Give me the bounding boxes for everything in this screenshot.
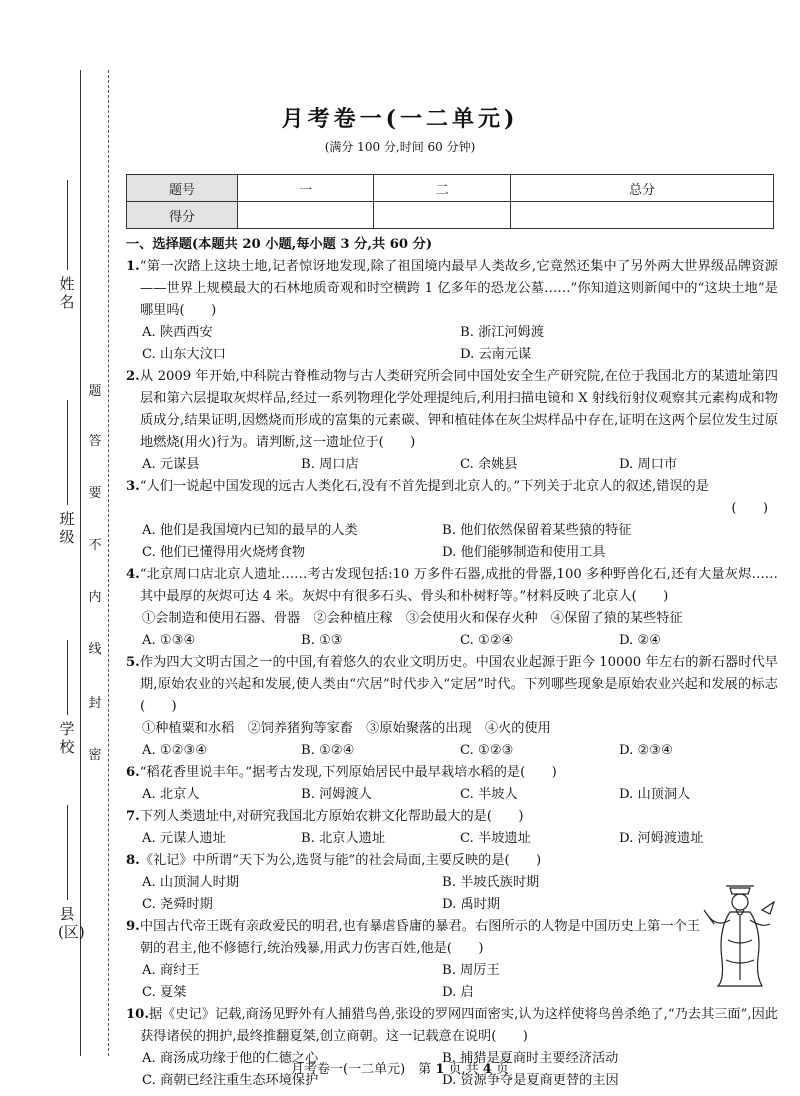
option[interactable]: B. 浙江河姆渡: [460, 325, 545, 340]
score-table-col: 一: [238, 175, 374, 202]
seal-char: 要: [88, 486, 102, 501]
option[interactable]: A. 商汤成功缘于他的仁德之心: [142, 1051, 319, 1066]
footer-text: 月考卷一(一二单元) 第: [291, 1062, 436, 1077]
page-footer: [0, 1058, 800, 1077]
seal-char: 不: [88, 538, 102, 553]
option[interactable]: C. 半坡人: [460, 787, 518, 802]
question-4: [126, 564, 778, 608]
question-text: 作为四大文明古国之一的中国,有着悠久的农业文明历史。中国农业起源于距今 10000 年左右的新石器时代早期,原始农业的兴起和发展,使人类由“穴居”时代步入“定居”时代。下列哪些现象是原始农业兴起和发展的标志( ): [139, 655, 778, 714]
question-number: 1.: [126, 259, 140, 274]
seal-char: 密: [88, 748, 102, 763]
option[interactable]: A. 元谋人遗址: [142, 831, 226, 846]
score-table-col: 二: [374, 175, 510, 202]
seal-char: 线: [88, 642, 102, 657]
question-text: “人们一说起中国发现的远古人类化石,没有不首先提到北京人的。”下列关于北京人的叙述,错误的是: [139, 479, 709, 494]
seal-char: 答: [88, 434, 102, 449]
option[interactable]: C. 夏桀: [142, 985, 187, 1000]
question-number: 7.: [126, 809, 140, 824]
seal-char: 题: [88, 384, 102, 399]
seal-char: 封: [88, 696, 102, 711]
option[interactable]: C. 余姚县: [460, 457, 518, 472]
option[interactable]: D. 云南元谋: [460, 347, 532, 362]
option[interactable]: A. 商纣王: [142, 963, 200, 978]
option[interactable]: B. 北京人遗址: [301, 831, 386, 846]
options: [126, 454, 778, 476]
option[interactable]: D. ②④: [619, 633, 662, 648]
binding-margin: [0, 0, 112, 1096]
question-text: 从 2009 年开始,中科院古脊椎动物与古人类研究所会同中国处安全生产研究院,在位于我国北方的某遗址第四层和第六层提取灰烬样品,经过一系列物理化学处理提纯后,利用扫描电镜和 X 射线衍射仪观察其元素构成和物质成分,结果证明,因燃烧而形成的富集的元素碳、钾和植硅体在灰尘烬样品中存在,证明在这两个层位发生过原地燃烧(用火)行为。请判断,这一遗址位于( ): [139, 369, 778, 450]
options: [126, 894, 778, 916]
options: [126, 872, 778, 894]
score-cell[interactable]: [238, 202, 374, 229]
options: [126, 542, 778, 564]
option[interactable]: C. 山东大汶口: [142, 347, 226, 362]
page-title: 月考卷一(一二单元): [281, 106, 519, 132]
class-label: 班级: [59, 510, 75, 546]
question-number: 6.: [126, 765, 140, 780]
option[interactable]: D. ②③④: [619, 743, 673, 758]
question-number: 5.: [126, 655, 140, 670]
binding-line: [80, 70, 81, 1056]
options: [126, 322, 778, 344]
score-cell[interactable]: [374, 202, 510, 229]
question-5: [126, 652, 778, 718]
option[interactable]: A. 北京人: [142, 787, 200, 802]
school-blank[interactable]: [67, 640, 68, 715]
footer-mid: 页,共: [444, 1062, 483, 1077]
score-table-col: 总分: [510, 175, 773, 202]
option[interactable]: B. 周口店: [301, 457, 359, 472]
option[interactable]: D. 河姆渡遗址: [619, 831, 704, 846]
question-text: “第一次踏上这块土地,记者惊讶地发现,除了祖国境内最早人类故乡,它竟然还集中了另外两大世界级品牌资源——世界上规模最大的石林地质奇观和时空横跨 1 亿多年的恐龙公墓……”你知道这则新闻中的“这块土地”是哪里吗( ): [139, 259, 778, 318]
school-label: 学校: [59, 720, 75, 756]
name-label: 姓名: [59, 275, 75, 311]
question-number: 8.: [126, 853, 140, 868]
option[interactable]: A. 陕西西安: [142, 325, 213, 340]
question-text: 据《史记》记载,商汤见野外有人捕猎鸟兽,张设的罗网四面密实,认为这样使将鸟兽杀绝了,“乃去其三面”,因此获得诸侯的拥护,最终推翻夏桀,创立商朝。这一记载意在说明( ): [140, 1007, 778, 1044]
section-heading: 一、选择题(本题共 20 小题,每小题 3 分,共 60 分): [126, 237, 433, 252]
score-cell[interactable]: [510, 202, 773, 229]
footer-end: 页: [491, 1062, 509, 1077]
option[interactable]: C. ①②③: [460, 743, 514, 758]
option[interactable]: C. 尧舜时期: [142, 897, 213, 912]
statements: ①会制造和使用石器、骨器 ②会种植庄稼 ③会使用火和保存火种 ④保留了猿的某些特征: [142, 611, 683, 626]
option[interactable]: B. 河姆渡人: [301, 787, 372, 802]
question-number: 2.: [126, 369, 140, 384]
options: [126, 520, 778, 542]
question-text: 《礼记》中所谓“天下为公,选贤与能”的社会局面,主要反映的是( ): [139, 853, 542, 868]
name-blank[interactable]: [67, 180, 68, 270]
option[interactable]: D. 禹时期: [442, 897, 501, 912]
option[interactable]: B. ①③: [301, 633, 343, 648]
question-3: [126, 476, 778, 498]
options: [126, 630, 778, 652]
option[interactable]: C. 他们已懂得用火烧烤食物: [142, 545, 306, 560]
option[interactable]: D. 周口市: [619, 457, 678, 472]
question-text: “北京周口店北京人遗址……考古发现包括:10 万多件石器,成批的骨器,100 多种野兽化石,还有大量灰烬……其中最厚的灰烬可达 4 米。灰烬中有很多石头、骨头和朴树籽等。”材料反映了北京人( ): [139, 567, 778, 604]
question-list: [126, 234, 778, 1092]
king-illustration-icon: [700, 880, 780, 990]
option[interactable]: B. 捕猎是夏商时主要经济活动: [442, 1051, 619, 1066]
binding-dash-line: [108, 70, 109, 1056]
class-blank[interactable]: [67, 400, 68, 505]
option[interactable]: A. 元谋县: [142, 457, 200, 472]
question-number: 3.: [126, 479, 140, 494]
options: [126, 960, 778, 982]
question-8: [126, 850, 778, 872]
question-6: [126, 762, 778, 784]
question-7: [126, 806, 778, 828]
option[interactable]: D. 启: [442, 985, 474, 1000]
option[interactable]: B. 半坡氏族时期: [442, 875, 540, 890]
score-table-header: 得分: [127, 202, 238, 229]
option[interactable]: A. ①③④: [142, 633, 196, 648]
option[interactable]: A. 山顶洞人时期: [142, 875, 240, 890]
answer-bracket: ( ): [731, 501, 768, 516]
option[interactable]: B. ①②④: [301, 743, 355, 758]
option[interactable]: B. 周厉王: [442, 963, 500, 978]
option[interactable]: A. ①②③④: [142, 743, 208, 758]
statements: ①种植粟和水稻 ②饲养猪狗等家畜 ③原始聚落的出现 ④火的使用: [142, 721, 551, 736]
options: [126, 740, 778, 762]
option[interactable]: C. 商朝已经注重生态环境保护: [142, 1073, 319, 1088]
options: [126, 982, 778, 1004]
seal-char: 内: [88, 590, 102, 605]
footer-total-pages: 4: [482, 1062, 492, 1077]
question-2: [126, 366, 778, 454]
options: [126, 344, 778, 366]
option[interactable]: C. 半坡遗址: [460, 831, 531, 846]
question-number: 9.: [126, 919, 140, 934]
score-table: [126, 174, 774, 229]
options: [126, 784, 778, 806]
county-label: 县(区): [58, 905, 85, 941]
page-subtitle: (满分 100 分,时间 60 分钟): [324, 140, 476, 154]
option[interactable]: D. 资源争夺是夏商更替的主因: [442, 1073, 619, 1088]
option[interactable]: D. 山顶洞人: [619, 787, 691, 802]
option[interactable]: D. 他们能够制造和使用工具: [442, 545, 606, 560]
question-10: [126, 1004, 778, 1048]
options: [126, 828, 778, 850]
question-number: 4.: [126, 567, 140, 582]
option[interactable]: C. ①②④: [460, 633, 514, 648]
footer-page-number: 1: [435, 1062, 445, 1077]
county-blank[interactable]: [67, 805, 68, 900]
question-text: “稻花香里说丰年。”据考古发现,下列原始居民中最早栽培水稻的是( ): [139, 765, 557, 780]
score-table-header: 题号: [127, 175, 238, 202]
question-1: [126, 256, 778, 322]
option[interactable]: A. 他们是我国境内已知的最早的人类: [142, 523, 358, 538]
question-9: [126, 916, 778, 960]
option[interactable]: B. 他们依然保留着某些猿的特征: [442, 523, 632, 538]
question-text: 中国古代帝王既有亲政爱民的明君,也有暴虐昏庸的暴君。右图所示的人物是中国历史上第一个王朝的君主,他不修德行,统治残暴,用武力伤害百姓,他是( ): [139, 919, 700, 956]
question-text: 下列人类遗址中,对研究我国北方原始农耕文化帮助最大的是( ): [139, 809, 524, 824]
question-number: 10.: [126, 1007, 149, 1022]
